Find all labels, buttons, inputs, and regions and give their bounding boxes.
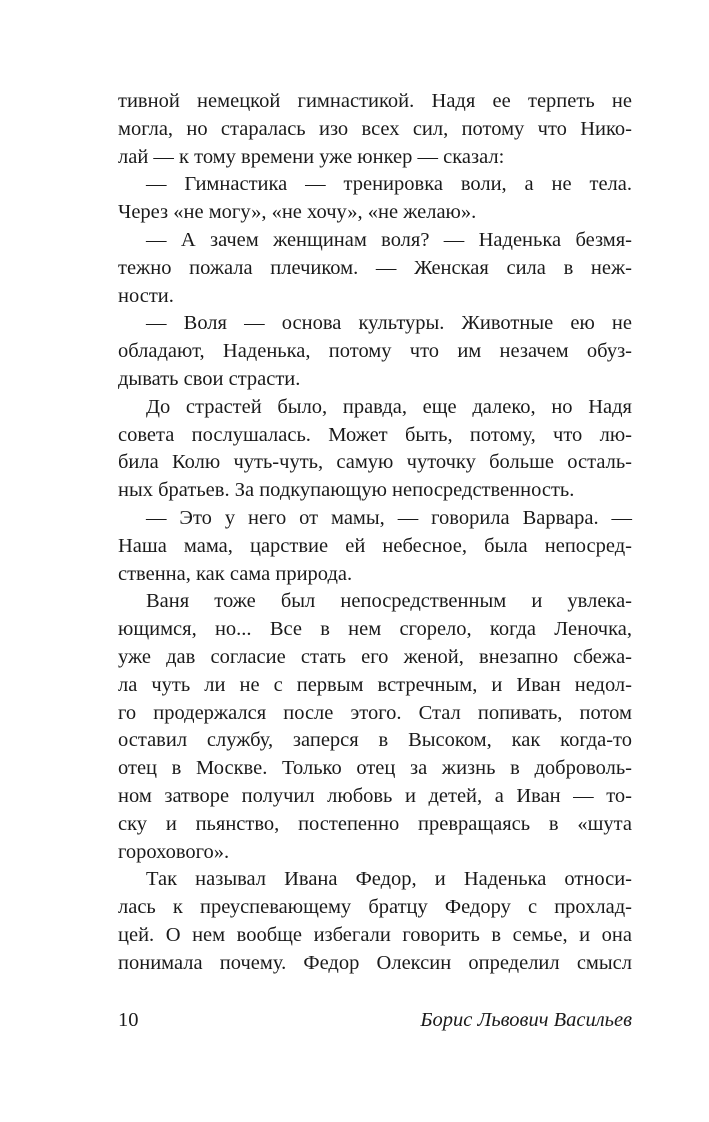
text-line: Наша мама, царствие ей небесное, была непосред- xyxy=(118,534,632,557)
text-line: отец в Москве. Только отец за жизнь в доброволь- xyxy=(118,757,632,780)
text-line: тивной немецкой гимнастикой. Надя ее терпеть не xyxy=(118,90,632,112)
text-line: ску и пьянство, постепенно превращаясь в «шута xyxy=(118,812,632,835)
page-footer xyxy=(118,1005,632,1035)
text-line: ном затворе получил любовь и детей, а Иван — то- xyxy=(118,784,632,807)
text-line: цей. О нем вообще избегали говорить в семье, и она xyxy=(118,923,632,946)
text-line: — А зачем женщинам воля? — Наденька безмя- xyxy=(146,228,632,251)
text-line: обладают, Наденька, потому что им незачем обуз- xyxy=(118,340,632,363)
text-line: Через «не могу», «не хочу», «не желаю». xyxy=(118,201,477,224)
text-line: До страстей было, правда, еще далеко, но Надя xyxy=(146,395,632,418)
text-line: Так называл Ивана Федор, и Наденька относи- xyxy=(146,868,632,891)
running-author: Борис Львович Васильев xyxy=(420,1009,632,1031)
text-line: ности. xyxy=(118,284,174,307)
page-body xyxy=(118,88,632,978)
text-line: ственна, как сама природа. xyxy=(118,562,353,585)
text-line: уже дав согласие стать его женой, внезапно сбежа- xyxy=(118,645,632,668)
text-line: ющимся, но... Все в нем сгорело, когда Леночка, xyxy=(118,618,632,641)
text-line: тежно пожала плечиком. — Женская сила в неж- xyxy=(118,256,632,279)
text-line: била Колю чуть-чуть, самую чуточку больше осталь- xyxy=(118,451,632,474)
page-number: 10 xyxy=(118,1009,139,1031)
text-line: совета послушалась. Может быть, потому, что лю- xyxy=(118,423,632,446)
text-line: — Воля — основа культуры. Животные ею не xyxy=(146,312,632,335)
text-line: лась к преуспевающему братцу Федору с прохлад- xyxy=(118,896,632,919)
text-line: ла чуть ли не с первым встречным, и Иван недол- xyxy=(118,673,632,696)
text-line: Ваня тоже был непосредственным и увлека- xyxy=(146,590,632,613)
text-line: — Это у него от мамы, — говорила Варвара. — xyxy=(146,506,632,529)
text-line: — Гимнастика — тренировка воли, а не тела. xyxy=(146,173,632,196)
text-line: оставил службу, заперся в Высоком, как когда-то xyxy=(118,729,632,752)
text-line: могла, но старалась изо всех сил, потому что Нико- xyxy=(118,117,632,140)
text-line: го продержался после этого. Стал попивать, потом xyxy=(118,701,632,724)
text-line: горохового». xyxy=(118,840,230,863)
text-line: лай — к тому времени уже юнкер — сказал: xyxy=(118,145,505,168)
text-line: дывать свои страсти. xyxy=(118,367,301,390)
text-line: ных братьев. За подкупающую непосредственность. xyxy=(118,479,575,502)
text-line: понимала почему. Федор Олексин определил смысл xyxy=(118,951,632,974)
